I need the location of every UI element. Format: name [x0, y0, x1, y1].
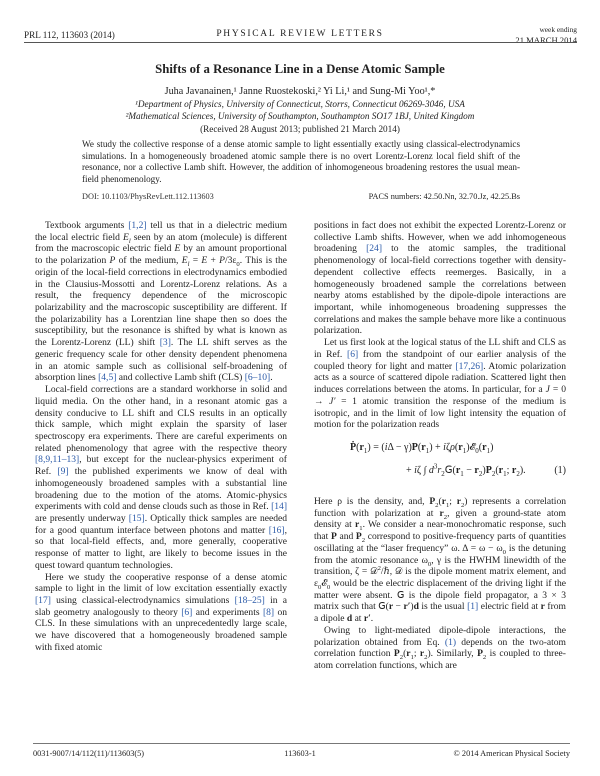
citation-link[interactable]: [17]	[35, 595, 51, 606]
paragraph: Textbook arguments [1,2] tell us that in a dielectric medium the local electric field $E_l$ seen by an atom (molecule) is different from the macroscopic electric field E by an amount proportional to the polarization P of the medium, $E_l = E + P/3\varepsilon_0$. This is the origin of the local-field corrections in electrodynamics embodied in the Clausius-Mossotti and Lorentz-Lorenz relations. As a result, the frequency dependence of the microscopic polarizability and the macroscopic susceptibility are different. If the polarizability has a Lorentzian line shape then so does the susceptibility, but the resonance is shifted by what is known as the Lorentz-Lorenz (LL) shift [3]. The LL shift serves as the generic frequency scale for other density dependent phenomena in an atomic sample such as collisional self-broadening of absorption lines [4,5] and collective Lamb shift (CLS) [6–10].	[35, 220, 288, 384]
author-list: Juha Javanainen,¹ Janne Ruostekoski,² Yi Li,¹ and Sung-Mi Yoo¹,*	[164, 86, 436, 97]
citation-link[interactable]: [4,5]	[98, 372, 117, 384]
citation-link[interactable]: [9]	[57, 466, 69, 478]
citation-link[interactable]: [18–25]	[234, 595, 265, 606]
left-column	[35, 220, 287, 654]
pacs-numbers: PACS numbers: 42.50.Nn, 32.70.Jz, 42.25.Bs	[368, 192, 520, 201]
week-ending-label: week ending	[539, 25, 577, 34]
citation-link[interactable]: [6]	[181, 606, 193, 618]
citation-link[interactable]: [8,9,11–13]	[35, 454, 80, 466]
paragraph: Owing to light-mediated dipole-dipole interactions, the polarization obtained from Eq. (1) depends on the two-atom correlation function $P_2(r_1$; $r_2$). Similarly, $P_2$ is coupled to three-atom correlation functions, which are	[314, 624, 566, 671]
paragraph: Here ρ is the density, and, $P_2(r_1$; $r_2$) represents a correlation function with polarization at $r_2$, given a ground-state atom density at $r_1$. We consider a near-monochromatic response, such that P and $P_2$ correspond to positive-frequency parts of quantities oscillating at the “laser frequency” ω. $\Delta = \omega - \omega_0$ is the detuning from the atomic resonance $\omega_0$, γ is the HWHM linewidth of the transition, ζ = 𝒟$^2$/ℏ, 𝒟 is the dipole moment matrix element, and $\varepsilon_0𝓔_0$ would be the electric displacement of the driving light if the matter were absent. 𝖦 is the dipole field propagator, a 3 × 3 matrix such that 𝖦(r − r′)d is the usual [1] electric field at r from a dipole d at r′.	[314, 495, 566, 625]
issue-date-value: 21 MARCH 2014	[515, 35, 577, 45]
journal-citation: PRL 112, 113603 (2014)	[24, 30, 115, 40]
paper-title: Shifts of a Resonance Line in a Dense Atomic Sample	[155, 62, 445, 76]
equation-link[interactable]: (1)	[444, 636, 457, 648]
abstract: We study the collective response of a dense atomic sample to light essentially exactly using classical-electrodynamics simulations. In a homogeneously broadened atomic sample there is no overt Lorentz-Lorenz local field shift of the resonance, nor a collective Lamb shift. However, the addition of inhomogeneous broadening restores the usual mean-field phenomenology.	[82, 139, 520, 184]
citation-link[interactable]: [8]	[262, 606, 275, 618]
doi-link[interactable]	[82, 192, 214, 201]
citation-link[interactable]: [15]	[128, 512, 145, 524]
citation-link[interactable]: [16]	[268, 524, 285, 536]
equation-line-2: + iζ ∫ $d^3r_2𝖦(r_1 - r_2)P_2(r_1$; $r_2$).	[406, 462, 526, 478]
right-column	[314, 220, 566, 672]
equation-line-1: $Ṗ(r_1) = (i\Delta - \gamma)P(r_1)$ + $i\zeta\rho(r_1)𝓔_0(r_1)$	[350, 441, 494, 455]
citation-link[interactable]: [3]	[159, 337, 171, 349]
footer-rule	[33, 743, 570, 744]
citation-link[interactable]: [6]	[347, 348, 359, 360]
paragraph: Local-field corrections are a standard workhorse in solid and liquid media. On the other hand, in a resonant atomic gas a density conducive to LL shift and CLS results in an optically thick sample, which might explain the sparsity of laser spectroscopy era experiments. There are careful experiments on related phenomenology that agree with the respective theory [8,9,11–13], but except for the nuclear-physics experiment of Ref. [9] the published experiments we know of deal with inhomogeneously broadened samples with a substantial line broadening due to the motion of the atoms. Atomic-physics experiments with cold and dense clouds such as those in Ref. [14] are presently underway [15]. Optically thick samples are needed for a good quantum interface between photons and matter [16], so that local-field effects, and, more generally, cooperative response of matter to light, are likely to become issues in the quest toward quantum technologies.	[35, 384, 287, 571]
citation-link[interactable]: [14]	[271, 501, 287, 513]
affiliation-2: ²Mathematical Sciences, University of Southampton, Southampton SO17 1BJ, United Kingdom	[125, 111, 475, 121]
paragraph: positions in fact does not exhibit the expected Lorentz-Lorenz or collective Lamb shifts. However, when we add inhomogeneous broadening [24] to the atomic samples, the traditional phenomenology of local-field corrections together with density-dependent collective effects reemerges. Basically, in a homogeneously broadened sample the correlations between nearby atoms established by the dipole-dipole interactions are important, while inhomogeneous broadening suppresses the correlations and makes the sample behave more like a continuous polarization.	[314, 220, 566, 337]
citation-link[interactable]: [1,2]	[128, 220, 147, 231]
paragraph: Let us first look at the logical status of the LL shift and CLS as in Ref. [6] from the standpoint of our earlier analysis of the coupled theory for light and matter [17,26]. Atomic polarization acts as a source of scattered dipole radiation. Scattered light then induces correlations between the atoms. In particular, for a J = 0 → J′ = 1 atomic transition the response of the medium is isotropic, and in the limit of low light intensity the equation of motion for the polarization reads	[314, 337, 567, 431]
received-dates: (Received 28 August 2013; published 21 March 2014)	[200, 124, 400, 134]
paragraph: Here we study the cooperative response of a dense atomic sample to light in the limit of low excitation essentially exactly [17] using classical-electrodynamics simulations [18–25] in a slab geometry analogously to theory [6] and experiments [8] on CLS. In these simulations with an unprecedentedly large scale, we have discovered that a homogeneously broadened sample with fixed atomic	[35, 571, 288, 653]
copyright: © 2014 American Physical Society	[453, 749, 570, 758]
footer-code: 0031-9007/14/112(11)/113603(5)	[33, 749, 145, 758]
citation-link[interactable]: [24]	[366, 243, 382, 255]
equation-number: (1)	[554, 464, 566, 476]
citation-link[interactable]: [17,26]	[455, 360, 484, 372]
doi-text[interactable]: DOI: 10.1103/PhysRevLett.112.113603	[82, 192, 214, 201]
journal-name: PHYSICAL REVIEW LETTERS	[216, 29, 384, 39]
equation-1	[314, 438, 566, 490]
affiliation-1: ¹Department of Physics, University of Connecticut, Storrs, Connecticut 06269-3046, USA	[135, 99, 465, 109]
citation-link[interactable]: [6–10]	[244, 372, 271, 384]
citation-link[interactable]: [1]	[467, 601, 479, 613]
header-rule	[24, 42, 577, 43]
page-number: 113603-1	[284, 749, 316, 758]
